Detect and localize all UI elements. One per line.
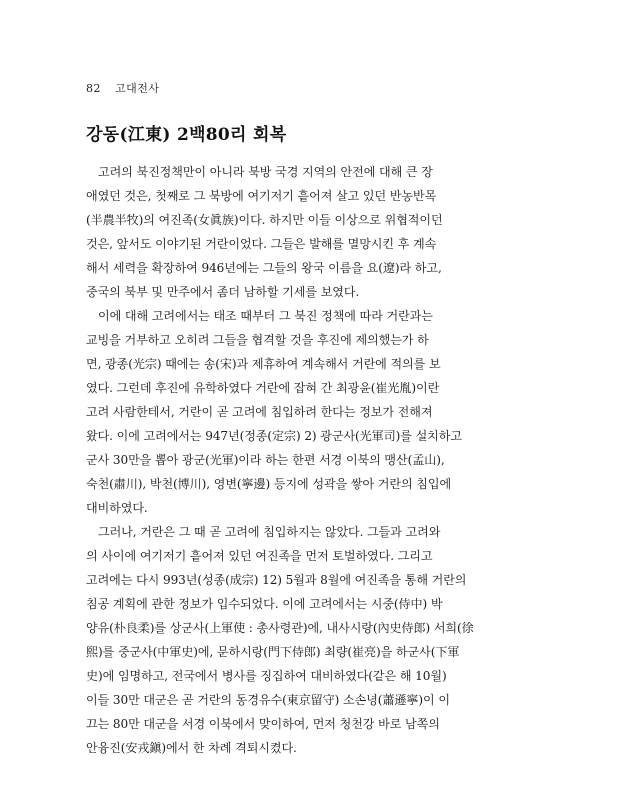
paragraph-line: 고려의 북진정책만이 아니라 북방 국경 지역의 안전에 대해 큰 장	[98, 165, 433, 179]
paragraph-line: 애였던 것은, 첫째로 그 북방에 여기저기 흩어져 살고 있던 반농반목	[86, 189, 437, 203]
section-title: 강동(江東) 2백80리 회복	[86, 125, 287, 145]
paragraph-line: 그러나, 거란은 그 때 곧 고려에 침입하지는 않았다. 그들과 고려와	[98, 525, 441, 539]
paragraph-line: 면, 광종(光宗) 때에는 송(宋)과 제휴하여 계속해서 거란에 적의를 보	[86, 357, 441, 371]
paragraph-line: 史)에 임명하고, 전국에서 병사를 징집하여 대비하였다(같은 해 10월)	[86, 669, 447, 683]
paragraph-line: 이에 대해 고려에서는 태조 때부터 그 북진 정책에 따라 거란과는	[98, 309, 433, 323]
paragraph-line: 중국의 북부 및 만주에서 좀더 남하할 기세를 보였다.	[86, 285, 360, 299]
paragraph-line: 의 사이에 여기저기 흩어져 있던 여진족을 먼저 토벌하였다. 그리고	[86, 549, 433, 563]
paragraph-line: 고려 사람한테서, 거란이 곧 고려에 침입하려 한다는 정보가 전해져	[86, 405, 433, 419]
paragraph-line: 양유(朴良柔)를 상군사(上軍使 : 총사령관)에, 내사시랑(內史侍郎) 서희(徐	[86, 621, 474, 635]
paragraph-line: 교빙을 거부하고 오히려 그들을 협격할 것을 후진에 제의했는가 하	[86, 333, 429, 347]
paragraph-line: 해서 세력을 확장하여 946년에는 그들의 왕국 이름을 요(遼)라 하고,	[86, 261, 442, 275]
running-header	[86, 80, 160, 96]
paragraph-line: 였다. 그런데 후진에 유학하였다 거란에 잡혀 간 최광윤(崔光胤)이란	[86, 381, 440, 395]
book-title: 고대전사	[115, 82, 160, 95]
paragraph-line: 것은, 앞서도 이야기된 거란이었다. 그들은 발해를 멸망시킨 후 계속	[86, 237, 437, 251]
paragraph-line: (半農半牧)의 여진족(女眞族)이다. 하지만 이들 이상으로 위협적이던	[86, 213, 443, 227]
paragraph-line: 숙천(肅川), 박천(博川), 영변(寧邊) 등지에 성곽을 쌓아 거란의 침입에	[86, 477, 452, 491]
paragraph-line: 끄는 80만 대군을 서경 이북에서 맞이하여, 먼저 청천강 바로 남쪽의	[86, 717, 440, 731]
paragraph-line: 고려에는 다시 993년(성종(成宗) 12) 5월과 8월에 여진족을 통해 거란의	[86, 573, 467, 587]
body-text	[86, 160, 546, 760]
paragraph-line: 왔다. 이에 고려에서는 947년(정종(定宗) 2) 광군사(光軍司)를 설치하고	[86, 429, 462, 443]
paragraph-line: 군사 30만을 뽑아 광군(光軍)이라 하는 한편 서경 이북의 맹산(孟山),	[86, 453, 445, 467]
paragraph-line: 안융진(安戎鎭)에서 한 차례 격퇴시켰다.	[86, 741, 297, 755]
page-number: 82	[86, 82, 101, 95]
paragraph-line: 대비하였다.	[86, 501, 148, 515]
paragraph-line: 이들 30만 대군은 곧 거란의 동경유수(東京留守) 소손녕(蕭遜寧)이 이	[86, 693, 450, 707]
paragraph-line: 침공 계획에 관한 정보가 입수되었다. 이에 고려에서는 시중(侍中) 박	[86, 597, 443, 611]
paragraph-line: 熙)를 중군사(中軍史)에, 문하시랑(門下侍郎) 최량(崔亮)을 하군사(下軍	[86, 645, 460, 659]
